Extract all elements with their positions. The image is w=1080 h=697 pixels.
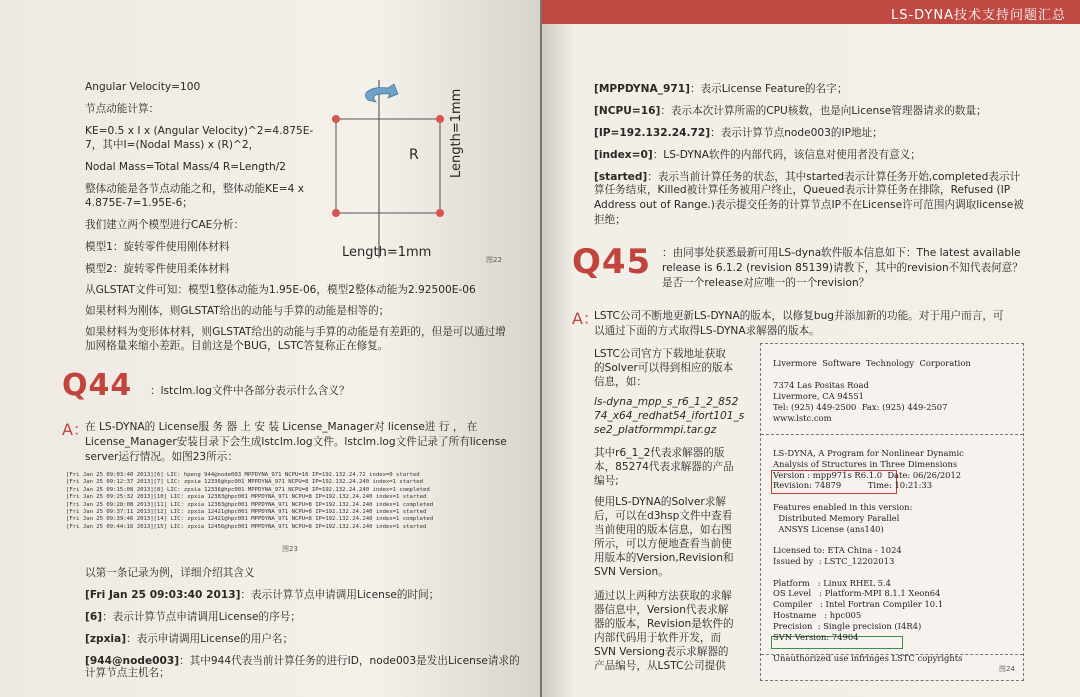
q44-a-letter: A： [62, 420, 89, 439]
column-line: SVN Version。 [594, 566, 669, 578]
box-line: Livermore Software Technology Corporation [773, 358, 971, 368]
box-line: Compiler : Intel Fortran Compiler 10.1 [773, 599, 944, 610]
definition-label: [zpxia] [85, 633, 127, 645]
body-line: 如果材料为刚体，则GLSTAT给出的动能与手算的动能是相等的； [85, 305, 390, 317]
started-continuation-line: 算任务结束，Killed被计算任务被用户终止，Queued表示计算任务在排除，Refused (IP [594, 184, 1011, 196]
body-line: 我们建立两个模型进行CAE分析： [85, 219, 245, 231]
q45-answer-line: LSTC公司不断地更新LS-DYNA的版本，以修复bug并添加新的功能。对于用户而言，可 [594, 310, 1004, 322]
column-line: 其中r6_1_2代表求解器的版 [594, 447, 725, 459]
node-bottom-left [332, 209, 340, 217]
box-line: Version : mpp971s R6.1.0 Date: 06/26/2012 [773, 469, 962, 480]
right-page [542, 0, 1080, 697]
definition-label: [IP=192.132.24.72] [594, 127, 711, 139]
box-line: ANSYS License (ans140) [773, 523, 884, 534]
definition-text: ：表示本次计算所需的CPU核数，也是向License管理器请求的数量； [660, 105, 987, 117]
box-line: Features enabled in this version: [773, 502, 913, 512]
column-line: 通过以上两种方法获取的求解 [594, 590, 732, 602]
answer-line: 在 LS-DYNA的 License服 务 器 上 安 装 License_Manager对 license进 行 ， 在 [85, 421, 478, 433]
definition-text: ：表示当前计算任务的状态，其中started表示计算任务开始,completed表示计 [647, 171, 1021, 183]
log-line: [Fri Jan 25 09:44:16 2013][15] LIC: zpxia 12456@hpc001 MPPDYNA_971 NCPU=8 IP=192.132.24.240 index=1 started [66, 523, 427, 530]
log-line: [Fri Jan 25 09:39:46 2013][14] LIC: zpxia 12421@hpc001 MPPDYNA_971 NCPU=8 IP=192.132.24.240 index=1 completed [66, 516, 434, 523]
box-line: 7374 Las Positas Road [773, 380, 869, 390]
definition-text: ：表示计算节点node003的IP地址； [710, 127, 883, 139]
figure-23-caption: 图23 [282, 545, 298, 553]
definition-text: ：表示计算节点申请调用License的序号； [102, 611, 301, 623]
box-line: Livermore, CA 94551 [773, 391, 864, 401]
definition-item [594, 104, 987, 119]
answer-line: License_Manager安装目录下会生成lstclm.log文件。lstclm.log文件记录了所有license [85, 436, 507, 448]
definition-text: ：表示License Feature的名字； [689, 83, 848, 95]
definition-label: [NCPU=16] [594, 105, 661, 117]
body-line: 4.875E-7=1.95E-6； [85, 197, 193, 209]
column-line: 器的版本，Revision是软件的 [594, 618, 734, 630]
header-title: LS-DYNA技术支持问题汇总 [890, 8, 1066, 23]
body-line: Nodal Mass=Total Mass/4 R=Length/2 [85, 161, 287, 173]
log-line: [Fri Jan 25 09:28:08 2013][11] LIC: zpxia 12383@hpc001 MPPDYNA_971 NCPU=8 IP=192.132.24.240 index=1 completed [66, 501, 434, 508]
rotation-arrow-icon [365, 84, 398, 102]
q45-question-line: release is 6.1.2 (revision 85139)请教下，其中的revision不知代表何意？ [662, 262, 1023, 274]
q45-a-letter: A： [572, 309, 599, 328]
body-line: 模型1：旋转零件使用刚体材料 [85, 241, 230, 253]
body-line: Angular Velocity=100 [85, 81, 201, 93]
node-bottom-right [436, 209, 444, 217]
definition-label: [6] [85, 611, 103, 623]
body-line: 加网格量来缩小差距。目前这是个BUG，LSTC答复称正在修复。 [85, 340, 389, 352]
node-top-left [332, 115, 340, 123]
box-line: Issued by : LSTC_12202013 [773, 556, 895, 566]
body-line: 整体动能是各节点动能之和，整体动能KE=4 x [85, 183, 304, 195]
q45-number: Q45 [572, 242, 652, 282]
definition-label: [Fri Jan 25 09:03:40 2013] [85, 589, 241, 601]
box-line: Precision : Single precision (I4R4) [773, 620, 922, 631]
q45-question-line: 是否一个release对应唯一的一个revision？ [662, 277, 870, 289]
box-line: OS Level : Platform-MPI 8.1.1 Xeon64 [773, 588, 941, 599]
box-line: Hostname : hpc005 [773, 610, 862, 620]
body-line: KE=0.5 x I x (Angular Velocity)^2=4.875E- [85, 125, 314, 137]
square-model [336, 119, 440, 213]
figure-24-caption: 图24 [999, 665, 1015, 673]
definition-item [85, 588, 439, 603]
box-line: Tel: (925) 449-2500 Fax: (925) 449-2507 [773, 402, 948, 412]
body-line: 如果材料为变形体材料，则GLSTAT给出的动能与手算的动能是有差距的，但是可以通过增 [85, 326, 506, 338]
column-line: 信息，如： [594, 376, 647, 388]
box-line: Platform : Linux RHEL 5.4 [773, 577, 891, 588]
column-line: 的Solver可以得到相应的版本 [594, 362, 734, 374]
column-line: SVN Versiong表示求解器的 [594, 646, 729, 658]
body-line: 从GLSTAT文件可知：模型1整体动能为1.95E-06，模型2整体动能为2.92500E-06 [85, 284, 476, 296]
box-line: www.lstc.com [773, 413, 832, 423]
column-line: 后，可以在d3hsp文件中查看 [594, 510, 733, 522]
box-line: Revision: 74879 Time: 10:21:33 [773, 480, 933, 491]
filename-line: ls-dyna_mpp_s_r6_1_2_852 [594, 396, 739, 408]
column-line: 编号; [594, 475, 619, 487]
filename-line: se2_platformmpi.tar.gz [594, 424, 717, 436]
figure-r-label: R [409, 147, 419, 163]
definition-item [594, 148, 921, 163]
definition-label: [944@node003] [85, 655, 180, 667]
header-bar [542, 0, 1080, 24]
column-line: 所示，可以方便地查看当前使 [594, 538, 732, 550]
figure-22-diagram [318, 78, 528, 268]
column-line: 器信息中，Version代表求解 [594, 604, 729, 616]
answer-line: server运行情况。如图23所示： [85, 451, 238, 463]
q44-example-intro: 以第一条记录为例，详细介绍其含义 [85, 567, 255, 579]
q45-answer-line: 以通过下面的方式取得LS-DYNA求解器的版本。 [594, 325, 820, 337]
definition-item [85, 632, 293, 647]
d3hsp-info-box [760, 343, 1024, 681]
column-line: 内部代码用于软件开发，而 [594, 632, 722, 644]
started-continuation-line: Address out of Range.)表示提交任务的计算节点IP不在License许可范围内调取license被 [594, 199, 1024, 211]
log-line: [Fri Jan 25 09:15:08 2013][8] LIC: zpxia 12336@hpc001 MPPDYNA_971 NCPU=8 IP=192.132.24.240 index=1 completed [66, 486, 430, 493]
box-line: Analysis of Structures in Three Dimensions [773, 458, 958, 469]
definition-label: [MPPDYNA_971] [594, 83, 690, 95]
body-line: 模型2：旋转零件使用柔体材料 [85, 263, 230, 275]
box-divider [761, 434, 1023, 435]
license-log-excerpt [66, 472, 506, 531]
definition-item [594, 82, 847, 97]
column-line: 当前使用的版本信息，如右图 [594, 524, 732, 536]
body-line: 7，其中I=(Nodal Mass) x (R)^2， [85, 139, 260, 151]
column-line: 用版本的Version,Revision和 [594, 552, 734, 564]
node-top-right [436, 115, 444, 123]
q45-question-line: ：由同事处获悉最新可用LS-dyna软件版本信息如下：The latest available [662, 247, 1021, 259]
column-line: 产品编号，从LSTC公司提供 [594, 660, 726, 672]
started-continuation-line: 拒绝； [594, 214, 626, 226]
q44-number: Q44 [62, 368, 133, 403]
q44-question: ：lstclm.log文件中各部分表示什么含义？ [150, 385, 350, 397]
column-line: 使用LS-DYNA的Solver求解 [594, 496, 726, 508]
definition-label: [index=0] [594, 149, 653, 161]
log-line: [Fri Jan 25 09:37:11 2013][12] LIC: zpxia 12421@hpc001 MPPDYNA_971 NCPU=8 IP=192.132.24.240 index=1 started [66, 509, 427, 516]
definition-text: ：其中944代表当前计算任务的进行ID，node003是发出License请求的 [179, 655, 520, 667]
q44-items-tail: 计算节点主机名； [85, 667, 170, 679]
box-line: Unauthorized use infringes LSTC copyrights [773, 653, 963, 664]
log-line: [Fri Jan 25 09:03:40 2013][6] LIC: hpeng 944@node003 MPPDYNA_971 NCPU=16 IP=192.132.24.72 index=0 started [66, 472, 420, 478]
definition-item [594, 126, 883, 141]
column-line: 本，85274代表求解器的产品 [594, 461, 734, 473]
definition-text: ：表示计算节点申请调用License的时间； [240, 589, 440, 601]
box-line: Distributed Memory Parallel [773, 512, 900, 523]
definition-item [85, 610, 301, 625]
log-line: [Fri Jan 25 09:12:37 2013][7] LIC: zpxia 12336@hpc001 MPPDYNA_971 NCPU=8 IP=192.132.24.240 index=1 started [66, 479, 423, 486]
box-line: Licensed to: ETA China - 1024 [773, 545, 902, 556]
column-line: LSTC公司官方下载地址获取 [594, 348, 726, 360]
box-line: SVN Version: 74904 [773, 631, 859, 642]
body-line: 节点动能计算： [85, 103, 160, 115]
figure-22-caption: 图22 [486, 256, 502, 264]
figure-length-horizontal: Length=1mm [342, 245, 432, 260]
log-line: [Fri Jan 25 09:25:32 2013][10] LIC: zpxia 12383@hpc001 MPPDYNA_971 NCPU=8 IP=192.132.24.240 index=1 started [66, 494, 427, 501]
figure-length-vertical: Length=1mm [449, 88, 464, 178]
box-line: LS-DYNA, A Program for Nonlinear Dynamic [773, 448, 964, 458]
definition-label: [started] [594, 171, 648, 183]
filename-line: 74_x64_redhat54_ifort101_s [594, 410, 745, 422]
definition-text: ：LS-DYNA软件的内部代码，该信息对使用者没有意义； [652, 149, 921, 161]
definition-text: ：表示申请调用License的用户名； [126, 633, 294, 645]
